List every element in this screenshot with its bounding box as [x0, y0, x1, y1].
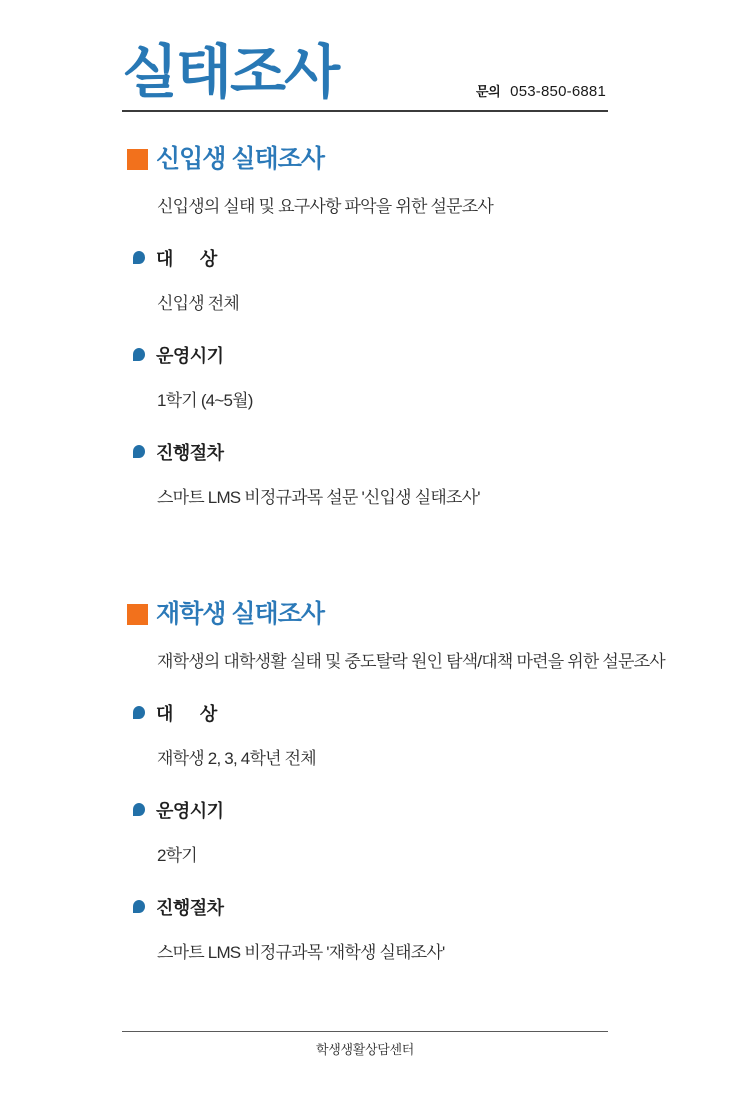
item-label: 운영시기 — [156, 801, 224, 821]
item-label-row — [122, 899, 608, 917]
item-value: 2학기 — [157, 846, 197, 865]
item-value: 1학기 (4~5월) — [157, 391, 253, 410]
item-value: 재학생 2, 3, 4학년 전체 — [157, 749, 316, 768]
contact-info — [476, 81, 606, 100]
item-label: 진행절차 — [156, 898, 224, 918]
page-footer — [122, 1031, 608, 1059]
section-heading-row — [122, 146, 608, 172]
section-enrolled-survey — [122, 600, 665, 963]
footer-org-name: 학생생활상담센터 — [315, 1042, 415, 1057]
section-description: 신입생의 실태 및 요구사항 파악을 위한 설문조사 — [157, 197, 493, 216]
section-heading-row — [122, 601, 608, 627]
bullet-icon — [133, 706, 145, 719]
section-freshman-survey — [122, 146, 608, 508]
contact-label: 문의 — [476, 84, 501, 99]
page-header — [122, 0, 608, 112]
bullet-icon — [133, 803, 145, 816]
bullet-icon — [133, 348, 145, 361]
item-label: 대 상 — [156, 249, 217, 269]
page-title: 실태조사 — [122, 40, 339, 105]
item-label: 운영시기 — [156, 346, 224, 366]
item-label: 대 상 — [156, 704, 217, 724]
item-value: 신입생 전체 — [157, 294, 240, 313]
item-value: 스마트 LMS 비정규과목 '재학생 실태조사' — [157, 943, 445, 962]
item-label: 진행절차 — [156, 443, 224, 463]
section-description: 재학생의 대학생활 실태 및 중도탈락 원인 탐색/대책 마련을 위한 설문조사 — [157, 652, 665, 671]
orange-square-marker-icon — [127, 149, 148, 170]
section-heading: 재학생 실태조사 — [156, 600, 324, 628]
item-label-row — [122, 705, 608, 723]
bullet-icon — [133, 445, 145, 458]
item-label-row — [122, 802, 608, 820]
bullet-icon — [133, 251, 145, 264]
item-value: 스마트 LMS 비정규과목 설문 '신입생 실태조사' — [157, 488, 480, 507]
item-label-row — [122, 444, 608, 462]
section-heading: 신입생 실태조사 — [156, 145, 324, 173]
bullet-icon — [133, 900, 145, 913]
item-label-row — [122, 250, 608, 268]
orange-square-marker-icon — [127, 604, 148, 625]
contact-phone-number: 053-850-6881 — [510, 83, 606, 100]
item-label-row — [122, 347, 608, 365]
